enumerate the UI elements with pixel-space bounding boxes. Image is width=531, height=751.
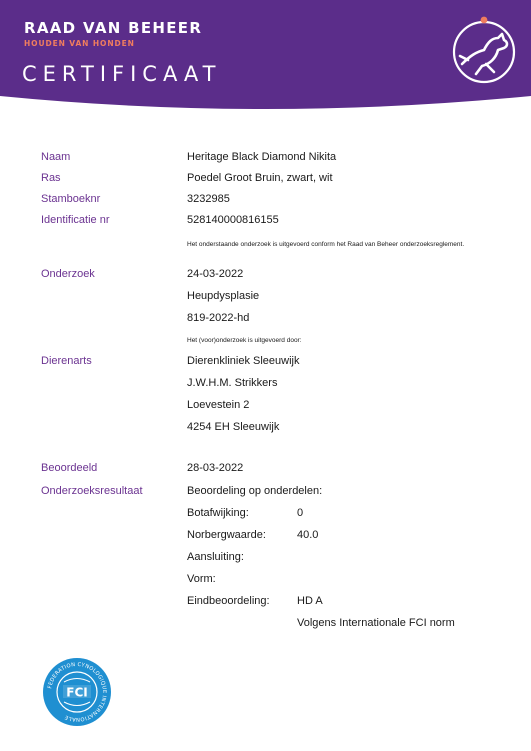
value-dierenarts-line4: 4254 EH Sleeuwijk [187,421,280,433]
value-onderzoek-date: 24-03-2022 [187,268,244,280]
result-item-label: Botafwijking: [187,507,249,519]
label-beoordeeld: Beoordeeld [41,462,98,474]
value-fci-norm: Volgens Internationale FCI norm [297,617,455,629]
value-onderzoek-code: 819-2022-hd [187,312,250,324]
label-naam: Naam [41,151,71,163]
fci-seal-text: FCI [66,685,88,700]
note-dierenarts: Het (voor)onderzoek is uitgevoerd door: [187,337,302,344]
value-resultaat-heading: Beoordeling op onderdelen: [187,485,323,497]
value-identificatie: 528140000816155 [187,214,279,226]
result-item-value: 0 [297,507,304,519]
value-onderzoek-type: Heupdysplasie [187,290,260,302]
certificate-title: CERTIFICAAT [22,62,222,86]
value-dierenarts-line3: Loevestein 2 [187,399,250,411]
label-onderzoeksresultaat: Onderzoeksresultaat [41,485,143,497]
result-item-label: Aansluiting: [187,551,244,563]
result-item-label: Norbergwaarde: [187,529,266,541]
result-item-label: Vorm: [187,573,216,585]
value-beoordeeld: 28-03-2022 [187,462,244,474]
organization-name: RAAD VAN BEHEER [24,19,203,37]
label-dierenarts: Dierenarts [41,355,92,367]
dog-circle-icon [446,12,522,88]
result-item-label: Eindbeoordeling: [187,595,270,607]
value-naam: Heritage Black Diamond Nikita [187,151,337,163]
value-stamboeknr: 3232985 [187,193,230,205]
note-onderzoek: Het onderstaande onderzoek is uitgevoerd conform het Raad van Beheer onderzoeksreglement. [187,241,465,248]
value-ras: Poedel Groot Bruin, zwart, wit [187,172,333,184]
value-dierenarts-line2: J.W.H.M. Strikkers [187,377,278,389]
fci-seal-icon [42,657,112,727]
result-item-value: 40.0 [297,529,319,541]
label-onderzoek: Onderzoek [41,268,95,280]
fci-ring-text: FEDERATION CYNOLOGIQUE INTERNATIONALE [47,661,108,723]
label-ras: Ras [41,172,61,184]
certificate-header [0,0,531,112]
organization-tagline: HOUDEN VAN HONDEN [24,39,135,48]
label-identificatie: Identificatie nr [41,214,110,226]
result-item-value: HD A [297,595,323,607]
label-stamboeknr: Stamboeknr [41,193,101,205]
value-dierenarts-line1: Dierenkliniek Sleeuwijk [187,355,300,367]
